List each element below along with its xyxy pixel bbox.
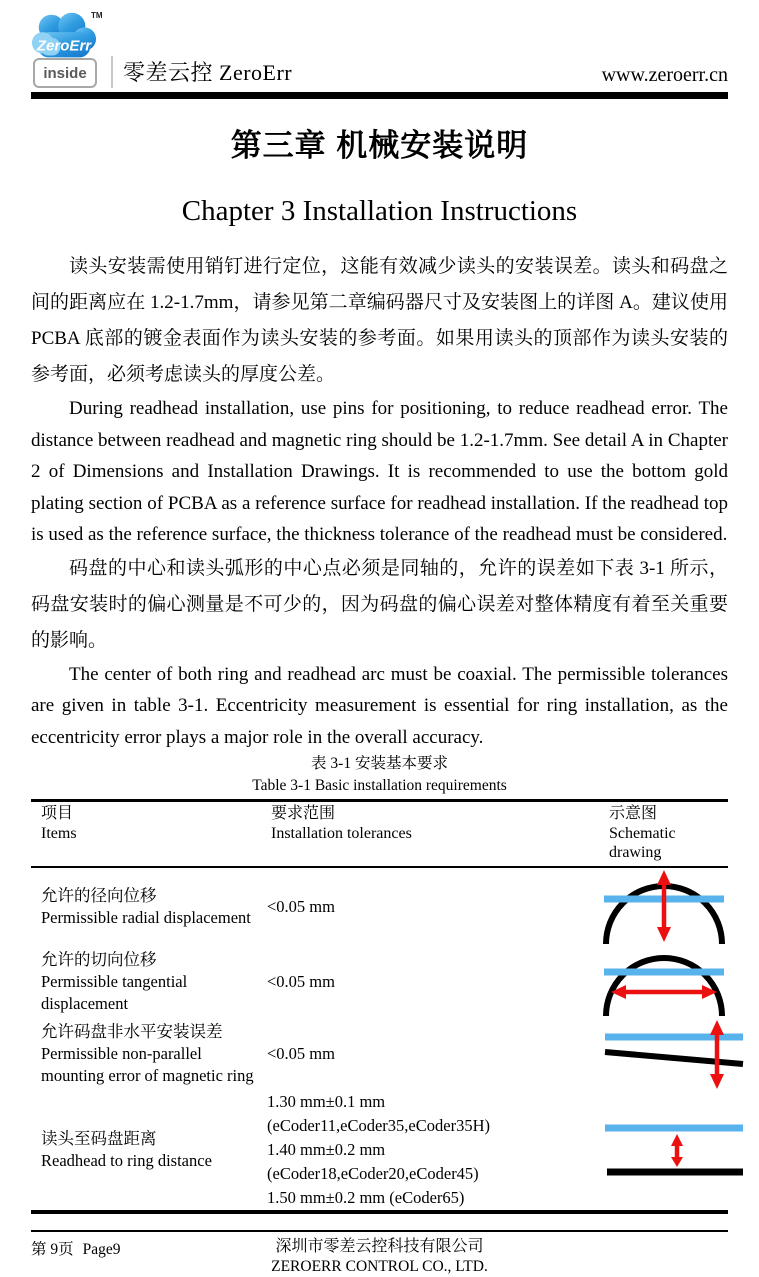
table-row bbox=[31, 946, 728, 1018]
brand-divider bbox=[111, 56, 113, 88]
zeroerr-logo bbox=[31, 8, 105, 88]
paragraph-zh-1: 读头安装需使用销钉进行定位，这能有效减少读头的安装误差。读头和码盘之间的距离应在 1.2-1.7mm，请参见第二章编码器尺寸及安装图上的详图 A。建议使用 PCBA 底部的镀金表面作为读头安装的参考面。如果用读头的顶部作为读头安装的参考面，必须考虑读头的厚度公差。 bbox=[31, 256, 728, 385]
tangential-displacement-schematic-icon bbox=[599, 946, 729, 1018]
row-tolerance bbox=[261, 970, 599, 994]
document-page bbox=[0, 8, 759, 1275]
table-row bbox=[31, 1090, 728, 1210]
column-header-items bbox=[31, 804, 261, 863]
footer-rule bbox=[31, 1230, 728, 1232]
table-caption-en: Table 3-1 Basic installation requirements bbox=[252, 777, 507, 794]
website-url: www.zeroerr.cn bbox=[601, 64, 728, 86]
paragraph-zh-2: 码盘的中心和读头弧形的中心点必须是同轴的，允许的误差如下表 3-1 所示，码盘安装时的偏心测量是不可少的，因为码盘的偏心误差对整体精度有着至关重要的影响。 bbox=[31, 557, 728, 651]
row-tolerance bbox=[261, 895, 599, 919]
brand-name: 零差云控 ZeroErr bbox=[123, 60, 293, 85]
column-header-items-en: Items bbox=[41, 824, 77, 842]
table-header-row bbox=[31, 802, 728, 868]
company-name-en: ZEROERR CONTROL CO., LTD. bbox=[271, 1257, 488, 1275]
row-tolerance bbox=[261, 1090, 599, 1210]
row-item-zh: 允许码盘非水平安装误差 bbox=[41, 1021, 223, 1041]
column-header-tolerances bbox=[261, 804, 599, 863]
row-item-zh: 允许的切向位移 bbox=[41, 949, 157, 969]
tolerance-value: <0.05 mm bbox=[267, 896, 335, 916]
row-item-cell bbox=[31, 949, 261, 1015]
page-number bbox=[31, 1237, 121, 1259]
column-header-schematic-zh: 示意图 bbox=[609, 805, 658, 822]
chapter-title-en: Chapter 3 Installation Instructions bbox=[181, 195, 578, 227]
tolerance-value: <0.05 mm bbox=[267, 1043, 335, 1063]
column-header-schematic-en: Schematic drawing bbox=[609, 824, 676, 861]
row-schematic bbox=[599, 1119, 751, 1181]
tolerance-value: 1.50 mm±0.2 mm (eCoder65) bbox=[267, 1187, 465, 1207]
row-schematic bbox=[599, 1018, 751, 1090]
page-footer bbox=[31, 1236, 728, 1277]
paragraph-en-2: The center of both ring and readhead arc must be coaxial. The permissible tolerances are given in table 3-1. Eccentricity measurement is essential for ring installation, as the eccentricity error plays a major role in the overall accuracy. bbox=[31, 663, 728, 748]
column-header-schematic bbox=[599, 804, 728, 863]
page-header bbox=[31, 8, 728, 88]
row-item-cell bbox=[31, 1021, 261, 1087]
company-name-zh: 深圳市零差云控科技有限公司 bbox=[275, 1237, 484, 1255]
table-caption-zh: 表 3-1 安装基本要求 bbox=[311, 755, 448, 772]
body-text bbox=[31, 249, 728, 753]
row-item-en: Permissible tangential displacement bbox=[41, 971, 188, 1013]
cloud-logo-text: ZeroErr bbox=[36, 37, 92, 55]
cloud-logo-icon bbox=[31, 10, 97, 66]
row-schematic bbox=[599, 868, 731, 946]
column-header-tolerances-en: Installation tolerances bbox=[271, 824, 412, 842]
row-item-zh: 允许的径向位移 bbox=[41, 885, 157, 905]
company-block bbox=[31, 1236, 728, 1277]
column-header-items-zh: 项目 bbox=[41, 805, 74, 822]
table-body bbox=[31, 868, 728, 1210]
chapter-title-zh: 第三章 机械安装说明 bbox=[230, 128, 529, 163]
page-number-zh: 第 9页 bbox=[31, 1240, 74, 1258]
row-item-en: Permissible non-parallel mounting error of magnetic ring bbox=[41, 1043, 254, 1085]
tolerance-value: 1.30 mm±0.1 mm (eCoder11,eCoder35,eCoder35H) bbox=[267, 1091, 490, 1135]
row-item-en: Readhead to ring distance bbox=[41, 1150, 212, 1170]
trademark-symbol: TM bbox=[91, 11, 103, 20]
paragraph-en-1: During readhead installation, use pins for positioning, to reduce readhead error. The distance between readhead and magnetic ring should be 1.2-1.7mm. See detail A in Chapter 2 of Dimensions and Installation Drawings. It is recommended to use the bottom gold plating section of PCBA as a reference surface for readhead installation. If the readhead top is used as the reference surface, the thickness tolerance of the readhead must be considered. bbox=[31, 398, 728, 545]
page-number-en: Page9 bbox=[82, 1240, 121, 1258]
requirements-table bbox=[31, 799, 728, 1214]
header-rule bbox=[31, 92, 728, 99]
row-schematic bbox=[599, 946, 731, 1018]
row-item-zh: 读头至码盘距离 bbox=[41, 1128, 157, 1148]
row-item-en: Permissible radial displacement bbox=[41, 907, 251, 927]
radial-displacement-schematic-icon bbox=[599, 868, 729, 946]
table-row bbox=[31, 1018, 728, 1090]
inside-badge-label: inside bbox=[43, 64, 87, 82]
tolerance-value: 1.40 mm±0.2 mm (eCoder18,eCoder20,eCoder45) bbox=[267, 1139, 479, 1183]
tolerance-value: <0.05 mm bbox=[267, 971, 335, 991]
row-item-cell bbox=[31, 885, 261, 929]
column-header-tolerances-zh: 要求范围 bbox=[271, 805, 336, 822]
readhead-ring-distance-schematic-icon bbox=[599, 1119, 749, 1181]
table-row bbox=[31, 868, 728, 946]
non-parallel-mounting-schematic-icon bbox=[599, 1018, 749, 1090]
row-item-cell bbox=[31, 1128, 261, 1172]
row-tolerance bbox=[261, 1042, 599, 1066]
